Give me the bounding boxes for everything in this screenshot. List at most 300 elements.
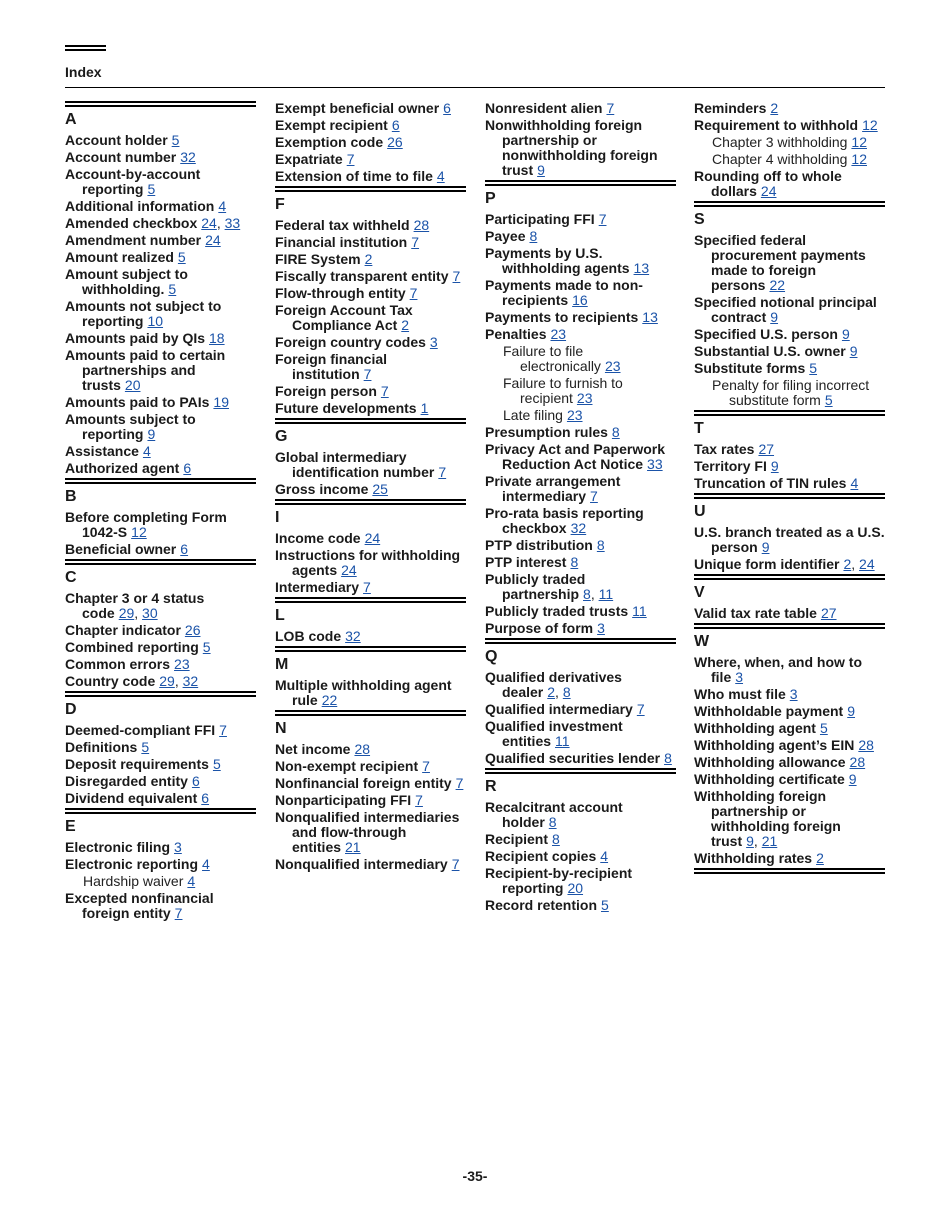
entry-term: Territory FI [694,458,767,474]
page-link[interactable]: 30 [142,605,158,621]
index-entry [694,233,885,293]
entry-pages [147,313,163,329]
page-link[interactable]: 6 [443,100,451,116]
section-divider [65,478,256,480]
page-link[interactable]: 3 [735,669,744,685]
page-link[interactable]: 11 [555,733,570,749]
index-entry [275,450,466,480]
page-link[interactable]: 8 [562,684,571,700]
entry-pages [570,554,578,570]
entry-term: Who must file [694,686,786,702]
index-entry [694,327,885,342]
entry-pages [174,656,190,672]
page-link[interactable]: 9 [849,343,858,359]
entry-term: Nonparticipating FFI [275,792,412,808]
entry-term: Publicly traded trusts [485,603,629,619]
entry-pages [415,792,423,808]
index-entry [275,335,466,350]
page-link[interactable]: 19 [213,394,229,410]
page-link[interactable]: 8 [552,831,560,847]
page-link[interactable]: 2 [816,850,824,866]
page-link[interactable]: 27 [820,605,837,621]
page-link[interactable]: 7 [346,151,355,167]
page-link[interactable]: 7 [590,488,598,504]
entry-pages [612,424,620,440]
page-link[interactable]: 16 [572,292,588,308]
index-entry [65,791,256,806]
page-link[interactable]: 4 [850,475,859,491]
section-divider [65,808,256,810]
page-link[interactable]: 3 [789,686,798,702]
page-link[interactable]: 5 [168,281,177,297]
entry-term: Before completing Form 1042-S [65,509,227,540]
index-entry [275,678,466,708]
index-entry [485,866,676,896]
page-link[interactable]: 5 [601,897,609,913]
section-divider [65,482,256,484]
page-link[interactable]: 7 [409,285,418,301]
index-entry [485,229,676,244]
entry-term: Penalties [485,326,547,342]
entry-term: Nonwithholding foreign partnership or nonwithholding foreign trust [485,117,658,178]
section-divider [694,627,885,629]
header-decoration-rule [65,45,106,47]
page-link[interactable]: 9 [848,771,857,787]
page-link[interactable]: 8 [548,814,557,830]
entry-pages [131,524,147,540]
page-link[interactable]: 2 [364,251,373,267]
entry-term: Electronic filing [65,839,171,855]
page-link[interactable]: 5 [177,249,186,265]
page-link[interactable]: 28 [858,737,874,753]
section-letter: B [65,488,77,505]
index-entry [65,133,256,148]
page-link[interactable]: 2 [843,556,852,572]
entry-pages [758,441,774,457]
entry-pages [187,873,195,889]
entry-pages [365,251,373,267]
section-divider [275,646,466,648]
entry-pages [537,162,545,178]
page-link[interactable]: 23 [604,358,621,374]
entry-pages [770,309,778,325]
page-link[interactable]: 11 [632,603,647,619]
entry-pages [529,228,537,244]
page-link[interactable]: 21 [345,839,361,855]
page-link[interactable]: 9 [746,833,754,849]
page-link[interactable]: 5 [809,360,818,376]
page-link[interactable]: 7 [606,100,615,116]
entry-pages [387,134,403,150]
entry-term: Valid tax rate table [694,605,817,621]
section-divider [65,105,256,107]
entry-pages [842,326,850,342]
page-link[interactable]: 28 [849,754,866,770]
index-entry [485,572,676,602]
page-link[interactable]: 29 [118,605,135,621]
page-link[interactable]: 24 [364,530,381,546]
index-entry [485,310,676,325]
page-link[interactable]: 26 [387,134,403,150]
page-link[interactable]: 6 [183,460,192,476]
page-link[interactable]: 7 [363,579,371,595]
index-entry [485,474,676,504]
page-link[interactable]: 5 [824,392,833,408]
entry-pages [168,281,176,297]
page-link[interactable]: 8 [611,424,620,440]
page-link[interactable]: 27 [758,441,775,457]
entry-term: Requirement to withhold [694,117,859,133]
entry-term: Extension of time to file [275,168,433,184]
page-link[interactable]: 8 [664,750,672,766]
page-link[interactable]: 5 [147,181,156,197]
entry-pages [201,790,209,806]
index-entry [65,331,256,346]
entry-pages [606,100,614,116]
entry-term: Financial institution [275,234,408,250]
entry-term: Dividend equivalent [65,790,198,806]
page-link[interactable]: 24 [341,562,357,578]
index-entry [275,793,466,808]
entry-term: Participating FFI [485,211,595,227]
page-link[interactable]: 12 [851,151,867,167]
page-link[interactable]: 7 [438,464,447,480]
page-link[interactable]: 25 [372,481,388,497]
page-link[interactable]: 12 [851,134,867,150]
entry-pages [143,443,151,459]
index-entry [275,759,466,774]
index-entry [275,218,466,233]
index-subentry [694,152,885,167]
entry-term: Qualified derivatives dealer [485,669,622,700]
page-link[interactable]: 8 [570,554,579,570]
page-link[interactable]: 24 [205,232,221,248]
page-link[interactable]: 4 [218,198,227,214]
page-link[interactable]: 7 [380,383,389,399]
entry-pages [555,733,570,749]
section-divider [275,597,466,599]
page-link[interactable]: 22 [321,692,338,708]
index-entry [65,623,256,638]
entry-term: Failure to furnish to recipient [503,375,623,406]
entry-pages [849,771,857,787]
entry-pages [820,720,828,736]
entry-pages [597,537,605,553]
page-link[interactable]: 4 [436,168,445,184]
page-link[interactable]: 6 [180,541,189,557]
entry-term: Withholding certificate [694,771,845,787]
page-link[interactable]: 7 [636,701,645,717]
page-link[interactable]: 28 [354,741,371,757]
page-link[interactable]: 7 [455,775,464,791]
entry-term: Withholding foreign partnership or withholding foreign trust [694,788,841,849]
page-link[interactable]: 3 [429,334,438,350]
page-link[interactable]: 9 [537,162,545,178]
page-link[interactable]: 12 [862,117,878,133]
entry-pages [401,317,409,333]
entry-pages [213,394,229,410]
section-divider [275,422,466,424]
entry-pages [549,814,557,830]
index-entry [275,152,466,167]
page-link[interactable]: 7 [451,856,460,872]
entry-term: Amounts subject to reporting [65,411,196,442]
index-entry [485,800,676,830]
entry-term: Expatriate [275,151,343,167]
index-entry [485,898,676,913]
entry-term: Qualified securities lender [485,750,661,766]
page-link[interactable]: 6 [391,117,400,133]
page-link[interactable]: 18 [209,330,225,346]
section-divider [485,768,676,770]
page-link[interactable]: 13 [642,309,658,325]
page-link[interactable]: 7 [363,366,372,382]
entry-pages [203,639,211,655]
entry-pages [735,669,743,685]
entry-pages [219,722,227,738]
section-letter: I [275,509,280,526]
page-link[interactable]: 6 [201,790,210,806]
section-letter: M [275,656,289,673]
entry-term: Exempt beneficial owner [275,100,440,116]
entry-term: Private arrangement intermediary [485,473,621,504]
page-link[interactable]: 5 [141,739,150,755]
index-entry [275,629,466,644]
entry-term: Truncation of TIN rules [694,475,847,491]
page-link[interactable]: 9 [841,326,850,342]
entry-pages: 2, 24 [843,556,875,572]
entry-term: Amounts paid to certain partnerships and trusts [65,347,226,393]
index-entry [485,246,676,276]
page-link[interactable]: 13 [633,260,650,276]
index-entry [275,531,466,546]
entry-term: Deposit requirements [65,756,209,772]
section-divider [275,601,466,603]
page-link[interactable]: 33 [224,215,241,231]
index-entry [485,832,676,847]
index-entry [485,538,676,553]
entry-term: Excepted nonfinancial foreign entity [65,890,214,921]
index-entry [275,352,466,382]
entry-pages [452,856,460,872]
index-entry [65,233,256,248]
section-divider [65,812,256,814]
page-link[interactable]: 7 [452,268,461,284]
index-entry [65,167,256,197]
page-link[interactable]: 5 [171,132,180,148]
section-letter: D [65,701,77,718]
entry-term: Exemption code [275,134,384,150]
entry-pages [178,249,186,265]
index-entry [694,655,885,685]
entry-pages [183,460,191,476]
page-link[interactable]: 6 [191,773,200,789]
page-link[interactable]: 11 [598,586,614,602]
entry-term: Specified federal procurement payments made to foreign persons [694,232,866,293]
page-link[interactable]: 9 [770,458,779,474]
entry-pages [577,390,593,406]
page-link[interactable]: 1 [420,400,429,416]
index-entry [275,401,466,416]
index-entry [694,704,885,719]
page-link[interactable]: 8 [529,228,538,244]
page-link[interactable]: 5 [202,639,211,655]
entry-term: Withholding agent’s EIN [694,737,855,753]
entry-pages [590,488,598,504]
entry-pages [664,750,672,766]
entry-pages [850,754,866,770]
page-link[interactable]: 7 [415,792,423,808]
entry-pages [354,741,370,757]
entry-pages [147,426,155,442]
page-link[interactable]: 5 [212,756,221,772]
entry-pages [599,211,607,227]
page-link[interactable]: 33 [647,456,663,472]
entry-term: Hardship waiver [83,873,184,889]
section-divider [65,691,256,693]
index-entry [275,384,466,399]
entry-term: Account number [65,149,177,165]
page-link[interactable]: 20 [567,880,584,896]
page-link[interactable]: 4 [600,848,609,864]
section-divider [275,499,466,501]
page-link[interactable]: 23 [550,326,567,342]
page-link[interactable]: 2 [547,684,556,700]
page-link[interactable]: 26 [184,622,201,638]
entry-pages [172,132,180,148]
entry-term: Account holder [65,132,168,148]
section-divider [485,184,676,186]
index-entry [275,101,466,116]
page-link[interactable]: 9 [847,703,856,719]
page-link[interactable]: 10 [147,313,164,329]
entry-pages [601,897,609,913]
page-link[interactable]: 7 [422,758,430,774]
section-letter: R [485,778,497,795]
page-link[interactable]: 24 [760,183,777,199]
page-link[interactable]: 21 [761,833,778,849]
entry-pages [147,181,155,197]
index-entry [485,118,676,178]
page-link[interactable]: 12 [131,524,147,540]
index-entry [65,840,256,855]
page-link[interactable]: 8 [596,537,605,553]
page-link[interactable]: 5 [819,720,828,736]
index-entry [275,742,466,757]
index-subentry [694,378,885,408]
entry-pages [770,100,778,116]
index-entry [485,670,676,700]
entry-pages: 2, 8 [547,684,571,700]
entry-term: Qualified investment entities [485,718,623,749]
entry-pages [202,856,210,872]
section-divider [694,414,885,416]
section-divider [694,493,885,495]
page-link[interactable]: 9 [761,539,770,555]
section-divider [485,642,676,644]
page-link[interactable]: 7 [598,211,607,227]
page-link[interactable]: 7 [411,234,420,250]
entry-pages [410,285,418,301]
page-link[interactable]: 2 [401,317,410,333]
page-link[interactable]: 3 [597,620,605,636]
entry-pages [762,539,770,555]
page-link[interactable]: 24 [201,215,217,231]
page-link[interactable]: 9 [147,426,156,442]
page-link[interactable]: 4 [187,873,196,889]
entry-pages: 24, 33 [201,215,241,231]
index-entry [65,348,256,393]
index-entry [275,269,466,284]
index-entry [485,849,676,864]
index-entry [65,891,256,921]
page-link[interactable]: 32 [180,149,196,165]
entry-pages [771,458,779,474]
section-divider [694,201,885,203]
entry-pages: 8, 11 [583,586,614,602]
section-divider [694,410,885,412]
entry-pages [790,686,798,702]
index-column-4 [694,101,885,874]
page-link[interactable]: 24 [859,556,875,572]
page-link[interactable]: 32 [570,520,587,536]
page-link[interactable]: 3 [174,839,182,855]
entry-pages [363,579,371,595]
index-subentry [485,408,676,423]
section-divider [694,574,885,576]
index-subentry [485,376,676,406]
entry-term: Substitute forms [694,360,806,376]
section-letter: W [694,633,710,650]
page-link[interactable]: 23 [576,390,593,406]
index-entry [65,412,256,442]
index-entry [275,303,466,333]
page-link[interactable]: 23 [566,407,583,423]
page-link[interactable]: 8 [583,586,591,602]
section-divider [694,497,885,499]
page-link[interactable]: 32 [345,628,361,644]
page-link[interactable]: 22 [769,277,786,293]
page-link[interactable]: 32 [182,673,199,689]
page-link[interactable]: 20 [124,377,141,393]
entry-pages [437,168,445,184]
page-link[interactable]: 7 [219,722,227,738]
page-link[interactable]: 29 [159,673,175,689]
page-link[interactable]: 7 [174,905,183,921]
entry-pages [213,756,221,772]
page-link[interactable]: 4 [142,443,151,459]
page-link[interactable]: 9 [770,309,779,325]
index-entry [65,267,256,297]
page-link[interactable]: 23 [174,656,190,672]
index-entry [485,604,676,619]
entry-pages [175,905,183,921]
index-entry [65,250,256,265]
entry-term: Nonfinancial foreign entity [275,775,452,791]
index-column-2 [275,101,466,874]
section-letter: V [694,584,705,601]
index-entry [694,557,885,572]
entry-pages [414,217,430,233]
entry-term: Withholdable payment [694,703,844,719]
entry-term: Publicly traded partnership [485,571,586,602]
section-divider [275,418,466,420]
index-entry [485,327,676,342]
page-link[interactable]: 2 [770,100,779,116]
page-link[interactable]: 4 [202,856,210,872]
entry-pages: 29, 32 [159,673,199,689]
page-link[interactable]: 28 [413,217,430,233]
